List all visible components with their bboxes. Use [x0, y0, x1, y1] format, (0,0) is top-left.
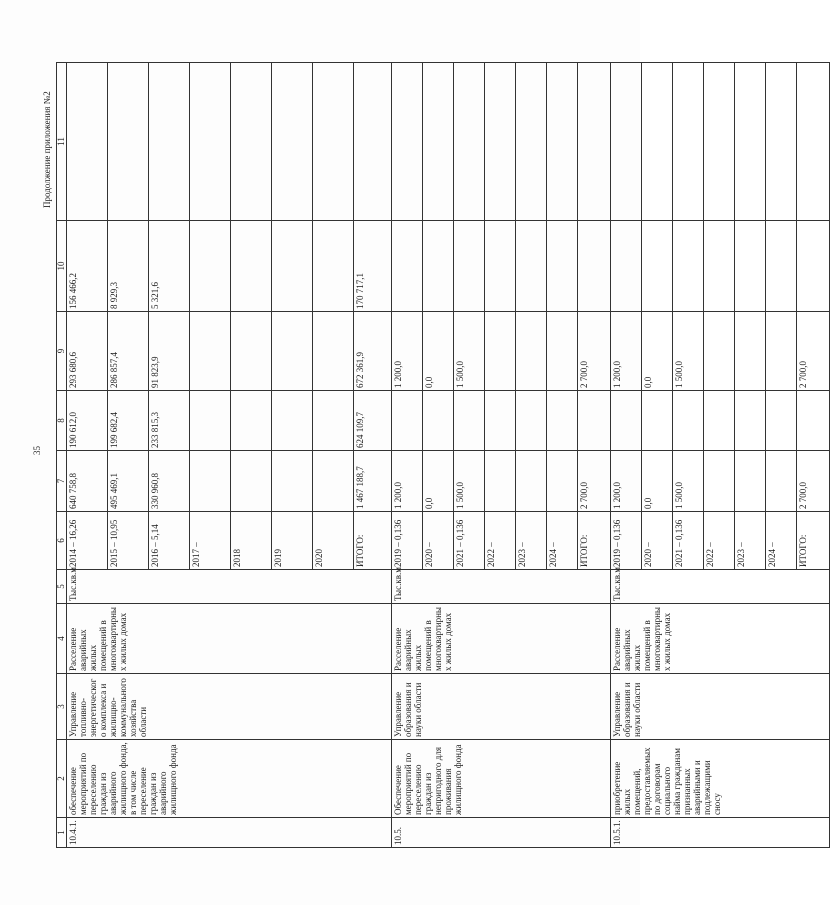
header-cell: 7: [57, 451, 67, 512]
amount-cell: [735, 451, 766, 512]
row-code-cell: 10.5.: [392, 818, 611, 848]
amount-cell: [392, 63, 423, 221]
year-value-cell: 2019 – 0,136: [611, 512, 642, 570]
amount-cell: 640 758,8: [67, 451, 108, 512]
amount-cell: 199 682,4: [108, 391, 149, 451]
amount-cell: [272, 221, 313, 312]
program-table: [56, 62, 830, 848]
amount-cell: 624 109,7: [354, 391, 392, 451]
amount-cell: [516, 221, 547, 312]
amount-cell: [704, 451, 735, 512]
header-cell: 10: [57, 221, 67, 312]
amount-cell: [67, 63, 108, 221]
amount-cell: 2 700,0: [578, 312, 611, 391]
unit-cell: Тыс.кв.м: [67, 570, 392, 604]
amount-cell: 0,0: [642, 312, 673, 391]
year-value-cell: 2019 – 0,136: [392, 512, 423, 570]
amount-cell: 2 700,0: [797, 451, 830, 512]
amount-cell: 233 815,3: [149, 391, 190, 451]
continuation-caption: Продолжение приложения №2: [42, 91, 52, 208]
amount-cell: 293 680,6: [67, 312, 108, 391]
header-row: [57, 63, 67, 848]
amount-cell: [611, 221, 642, 312]
year-value-cell: 2022 –: [485, 512, 516, 570]
year-value-cell: 2020: [313, 512, 354, 570]
amount-cell: 1 200,0: [611, 312, 642, 391]
year-value-cell: 2019: [272, 512, 313, 570]
year-value-cell: 2024 –: [547, 512, 578, 570]
table-body: [57, 63, 830, 848]
header-cell: 8: [57, 391, 67, 451]
amount-cell: [516, 63, 547, 221]
row-code-cell: 10.4.1.: [67, 818, 392, 848]
amount-cell: 190 612,0: [67, 391, 108, 451]
year-value-cell: 2022 –: [704, 512, 735, 570]
year-value-cell: ИТОГО:: [797, 512, 830, 570]
amount-cell: [313, 451, 354, 512]
amount-cell: [313, 312, 354, 391]
executor-cell: Управление образования и науки области: [611, 674, 830, 740]
year-value-cell: ИТОГО:: [578, 512, 611, 570]
amount-cell: 0,0: [642, 451, 673, 512]
amount-cell: [547, 451, 578, 512]
year-value-cell: 2017 –: [190, 512, 231, 570]
amount-cell: [485, 221, 516, 312]
amount-cell: [797, 391, 830, 451]
amount-cell: [313, 63, 354, 221]
amount-cell: 286 857,4: [108, 312, 149, 391]
amount-cell: [547, 63, 578, 221]
amount-cell: 8 929,3: [108, 221, 149, 312]
amount-cell: [766, 63, 797, 221]
amount-cell: [642, 63, 673, 221]
amount-cell: 170 717,1: [354, 221, 392, 312]
amount-cell: [231, 63, 272, 221]
amount-cell: [392, 221, 423, 312]
year-value-cell: 2016 – 5,14: [149, 512, 190, 570]
amount-cell: 2 700,0: [797, 312, 830, 391]
amount-cell: 495 469,1: [108, 451, 149, 512]
year-value-cell: 2018: [231, 512, 272, 570]
amount-cell: [354, 63, 392, 221]
indicator-cell: Расселение аварийных жилых помещений в многоквартирных жилых домах: [392, 604, 611, 674]
amount-cell: [313, 221, 354, 312]
indicator-cell: Расселение аварийных жилых помещений в многоквартирных жилых домах: [611, 604, 830, 674]
amount-cell: [766, 451, 797, 512]
amount-cell: [272, 63, 313, 221]
amount-cell: [454, 63, 485, 221]
amount-cell: [516, 312, 547, 391]
table-row: [67, 63, 108, 848]
amount-cell: [673, 221, 704, 312]
amount-cell: 0,0: [423, 312, 454, 391]
amount-cell: [272, 312, 313, 391]
amount-cell: 91 823,9: [149, 312, 190, 391]
amount-cell: [231, 451, 272, 512]
amount-cell: [766, 312, 797, 391]
amount-cell: [423, 391, 454, 451]
amount-cell: [423, 221, 454, 312]
amount-cell: [485, 312, 516, 391]
header-cell: 6: [57, 512, 67, 570]
amount-cell: [578, 391, 611, 451]
amount-cell: [485, 391, 516, 451]
amount-cell: [516, 391, 547, 451]
amount-cell: [231, 312, 272, 391]
header-cell: 11: [57, 63, 67, 221]
amount-cell: [516, 451, 547, 512]
amount-cell: [797, 63, 830, 221]
year-value-cell: 2020 –: [642, 512, 673, 570]
year-value-cell: ИТОГО:: [354, 512, 392, 570]
amount-cell: [190, 63, 231, 221]
amount-cell: 1 500,0: [454, 312, 485, 391]
header-cell: 9: [57, 312, 67, 391]
amount-cell: [673, 391, 704, 451]
amount-cell: [611, 391, 642, 451]
amount-cell: [735, 312, 766, 391]
executor-cell: Управление образования и науки области: [392, 674, 611, 740]
year-value-cell: 2021 – 0,136: [673, 512, 704, 570]
amount-cell: [547, 312, 578, 391]
row-code-cell: 10.5.1.: [611, 818, 830, 848]
year-value-cell: 2024 –: [766, 512, 797, 570]
amount-cell: [272, 391, 313, 451]
rotated-table-area: [32, 63, 808, 848]
amount-cell: [766, 221, 797, 312]
amount-cell: [454, 391, 485, 451]
amount-cell: 330 960,8: [149, 451, 190, 512]
measure-name-cell: обеспечение мероприятий по переселению граждан из аварийного жилищного фонда, в том числе переселение граждан из аварийного жилищного фонда: [67, 740, 392, 818]
amount-cell: [485, 451, 516, 512]
amount-cell: 1 500,0: [673, 312, 704, 391]
page-number: 35: [32, 446, 42, 455]
amount-cell: [704, 63, 735, 221]
year-value-cell: 2014 – 16,26: [67, 512, 108, 570]
amount-cell: [392, 391, 423, 451]
amount-cell: 1 200,0: [392, 451, 423, 512]
year-value-cell: 2023 –: [735, 512, 766, 570]
amount-cell: 2 700,0: [578, 451, 611, 512]
amount-cell: 156 466,2: [67, 221, 108, 312]
amount-cell: [797, 221, 830, 312]
amount-cell: [108, 63, 149, 221]
amount-cell: 1 467 188,7: [354, 451, 392, 512]
year-value-cell: 2015 – 10,95: [108, 512, 149, 570]
unit-cell: Тыс.кв.м: [611, 570, 830, 604]
amount-cell: 1 500,0: [673, 451, 704, 512]
amount-cell: [673, 63, 704, 221]
amount-cell: [313, 391, 354, 451]
amount-cell: [547, 391, 578, 451]
header-cell: 3: [57, 674, 67, 740]
amount-cell: [547, 221, 578, 312]
header-cell: 5: [57, 570, 67, 604]
amount-cell: [578, 63, 611, 221]
amount-cell: [704, 221, 735, 312]
measure-name-cell: приобретение жилых помещений, предоставляемых по договорам социального найма гражданам признанных аварийными и подлежащими сносу: [611, 740, 830, 818]
amount-cell: [704, 391, 735, 451]
indicator-cell: Расселение аварийных жилых помещений в многоквартирных жилых домах: [67, 604, 392, 674]
amount-cell: [190, 391, 231, 451]
header-cell: 4: [57, 604, 67, 674]
amount-cell: [642, 221, 673, 312]
amount-cell: [578, 221, 611, 312]
amount-cell: 5 321,6: [149, 221, 190, 312]
amount-cell: 1 200,0: [611, 451, 642, 512]
amount-cell: [231, 391, 272, 451]
amount-cell: [485, 63, 516, 221]
year-value-cell: 2021 – 0,136: [454, 512, 485, 570]
amount-cell: [735, 221, 766, 312]
amount-cell: 1 200,0: [392, 312, 423, 391]
amount-cell: [766, 391, 797, 451]
amount-cell: [190, 221, 231, 312]
amount-cell: 672 361,9: [354, 312, 392, 391]
header-cell: 2: [57, 740, 67, 818]
amount-cell: [704, 312, 735, 391]
header-cell: 1: [57, 818, 67, 848]
unit-cell: Тыс.кв.м: [392, 570, 611, 604]
amount-cell: [611, 63, 642, 221]
amount-cell: [423, 63, 454, 221]
amount-cell: [190, 312, 231, 391]
amount-cell: [272, 451, 313, 512]
amount-cell: [642, 391, 673, 451]
amount-cell: 0,0: [423, 451, 454, 512]
amount-cell: 1 500,0: [454, 451, 485, 512]
year-value-cell: 2023 –: [516, 512, 547, 570]
executor-cell: Управление топливно-энергетического комплекса и жилищно-коммунального хозяйства области: [67, 674, 392, 740]
table-row: [611, 63, 642, 848]
amount-cell: [735, 63, 766, 221]
amount-cell: [735, 391, 766, 451]
measure-name-cell: Обеспечение мероприятий по переселению граждан из непригодного для проживания жилищного фонда: [392, 740, 611, 818]
year-value-cell: 2020 –: [423, 512, 454, 570]
amount-cell: [149, 63, 190, 221]
table-row: [392, 63, 423, 848]
amount-cell: [454, 221, 485, 312]
amount-cell: [190, 451, 231, 512]
amount-cell: [231, 221, 272, 312]
